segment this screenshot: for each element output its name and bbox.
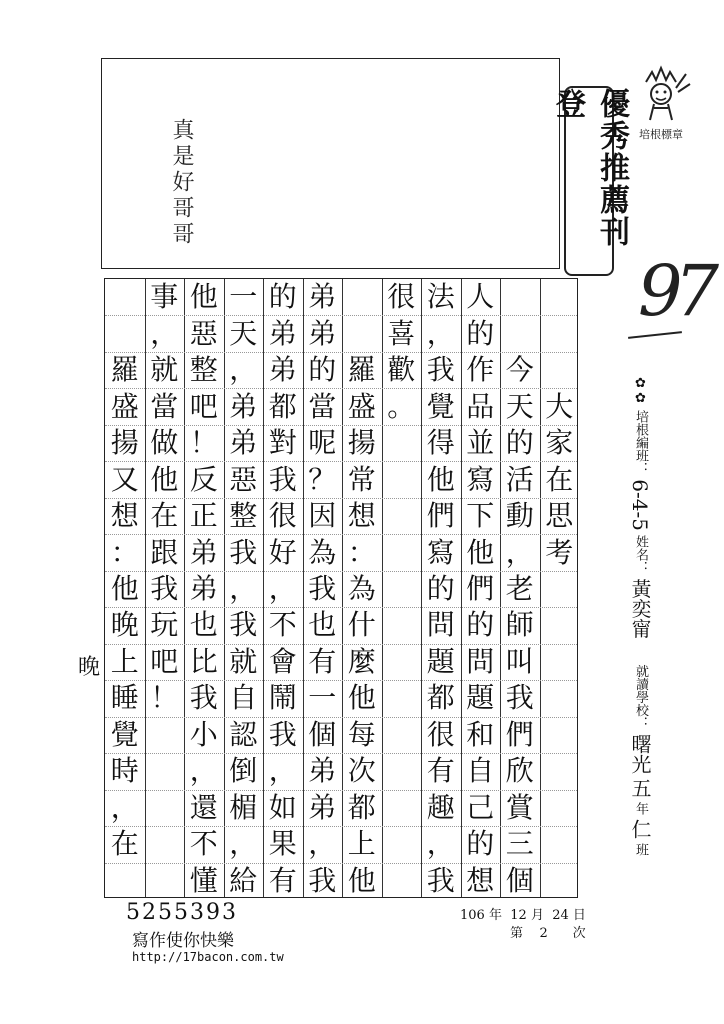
manuscript-char: 懂 xyxy=(189,863,218,897)
school-value: 曙光 xyxy=(628,733,652,774)
date-day: 24 xyxy=(552,908,569,923)
date-year: 106 xyxy=(460,908,485,923)
manuscript-char: 問 xyxy=(466,644,495,678)
manuscript-char: 他 xyxy=(426,462,455,496)
manuscript-char: 的 xyxy=(466,608,495,642)
manuscript-char: 我 xyxy=(426,863,455,897)
manuscript-char: 倒 xyxy=(229,754,258,788)
manuscript-char: 在 xyxy=(150,499,179,533)
manuscript-char: ， xyxy=(110,790,139,824)
manuscript-char: 的 xyxy=(268,280,297,314)
manuscript-char: 弟 xyxy=(308,790,337,824)
manuscript-char: 寫 xyxy=(466,462,495,496)
manuscript-char: 下 xyxy=(466,499,495,533)
manuscript-char: 也 xyxy=(308,608,337,642)
recommendation-stamp xyxy=(550,86,629,276)
manuscript-char: 在 xyxy=(110,827,139,861)
manuscript-char: 的 xyxy=(505,426,534,460)
score: 97 xyxy=(638,250,712,332)
manuscript-char: 什 xyxy=(347,608,376,642)
manuscript-char: 他 xyxy=(110,572,139,605)
manuscript-char: 我 xyxy=(268,462,297,496)
manuscript-char: 我 xyxy=(505,681,534,715)
manuscript-char: 為 xyxy=(347,572,376,605)
class-suffix: 班 xyxy=(633,843,648,857)
manuscript-char: 天 xyxy=(505,389,534,423)
manuscript-char: 師 xyxy=(505,608,534,642)
manuscript-char: 覺 xyxy=(426,389,455,423)
manuscript-char: 己 xyxy=(466,790,495,824)
manuscript-char: 上 xyxy=(347,827,376,861)
manuscript-char: ！ xyxy=(150,681,179,715)
manuscript-char: 一 xyxy=(308,681,337,715)
manuscript-char: 動 xyxy=(505,499,534,533)
manuscript-char: 事 xyxy=(150,280,179,314)
manuscript-char: 的 xyxy=(308,353,337,387)
date-year-unit: 年 xyxy=(488,908,502,923)
manuscript-char: 和 xyxy=(466,717,495,751)
manuscript-char: 我 xyxy=(268,717,297,751)
manuscript-char: 跟 xyxy=(150,535,179,569)
name-value: 黃奕甯 xyxy=(628,578,652,639)
manuscript-char: 很 xyxy=(268,499,297,533)
manuscript-char: 弟 xyxy=(189,535,218,569)
brand-url: http://17bacon.com.tw xyxy=(132,950,284,964)
teacher-comment: 真是好哥哥 xyxy=(169,118,194,248)
manuscript-char: 弟 xyxy=(189,572,218,605)
score-underline xyxy=(628,331,682,339)
manuscript-char: 老 xyxy=(505,572,534,605)
manuscript-char: 弟 xyxy=(308,280,337,314)
brand-slogan: 寫作使你快樂 xyxy=(132,931,234,951)
manuscript-char: 盛 xyxy=(110,389,139,423)
student-info xyxy=(628,376,652,857)
stars-icon: ✿✿ xyxy=(633,376,648,406)
class-value: 6-4-5 xyxy=(628,479,652,531)
manuscript-char: 想 xyxy=(347,499,376,533)
submission-order xyxy=(510,922,586,941)
manuscript-char: 不 xyxy=(189,827,218,861)
manuscript-char: 睡 xyxy=(110,681,139,715)
manuscript-char: 也 xyxy=(189,608,218,642)
manuscript-char: 一 xyxy=(229,280,258,314)
manuscript-char: 我 xyxy=(308,572,337,605)
manuscript-char: ， xyxy=(189,754,218,788)
manuscript-char: 果 xyxy=(268,827,297,861)
manuscript-char: 歡 xyxy=(387,353,416,387)
manuscript-char: 天 xyxy=(229,316,258,350)
manuscript-char: 常 xyxy=(347,462,376,496)
manuscript-char: 的 xyxy=(466,316,495,350)
order-value: 2 xyxy=(539,926,548,941)
manuscript-char: 每 xyxy=(347,717,376,751)
manuscript-char: 並 xyxy=(466,426,495,460)
manuscript-char: 時 xyxy=(110,754,139,788)
manuscript-char: 當 xyxy=(150,389,179,423)
manuscript-char: 賞 xyxy=(505,790,534,824)
class-label: 培根編班： xyxy=(633,410,648,476)
manuscript-char: 都 xyxy=(426,681,455,715)
manuscript-char: 惡 xyxy=(229,462,258,496)
manuscript-char: 弟 xyxy=(268,316,297,350)
manuscript-char: 我 xyxy=(426,353,455,387)
manuscript-char: 很 xyxy=(387,280,416,314)
manuscript-char: 弟 xyxy=(229,389,258,423)
manuscript-char: 呢 xyxy=(308,426,337,460)
manuscript-char: 家 xyxy=(545,426,574,460)
manuscript-char: 自 xyxy=(466,754,495,788)
manuscript-char: 欣 xyxy=(505,754,534,788)
manuscript-char: 上 xyxy=(110,644,139,678)
manuscript-char: ， xyxy=(308,827,337,861)
manuscript-char: 鬧 xyxy=(268,681,297,715)
manuscript-char: 做 xyxy=(150,426,179,460)
manuscript-char: 他 xyxy=(189,280,218,314)
manuscript-char: 他 xyxy=(347,681,376,715)
manuscript-char: 題 xyxy=(466,681,495,715)
manuscript-char: 都 xyxy=(347,790,376,824)
manuscript-char: 題 xyxy=(426,644,455,678)
manuscript-char: 個 xyxy=(308,717,337,751)
manuscript-char: 為 xyxy=(308,535,337,569)
manuscript-char: 有 xyxy=(426,754,455,788)
manuscript-char: 吧 xyxy=(150,644,179,678)
manuscript-char: 得 xyxy=(426,426,455,460)
manuscript-char: 的 xyxy=(426,572,455,605)
manuscript-char: 有 xyxy=(308,644,337,678)
manuscript-char: 小 xyxy=(189,717,218,751)
manuscript-char: 弟 xyxy=(308,316,337,350)
manuscript-char: ： xyxy=(347,535,376,569)
manuscript-char: 都 xyxy=(268,389,297,423)
manuscript-char: 比 xyxy=(189,644,218,678)
manuscript-char: 想 xyxy=(466,863,495,897)
logo-label: 培根標章 xyxy=(639,128,683,141)
manuscript-char: ， xyxy=(229,827,258,861)
manuscript-char: 晚 xyxy=(110,608,139,642)
grid-column-line xyxy=(540,279,541,897)
brand-number: 5255393 xyxy=(126,900,238,925)
manuscript-char: 。 xyxy=(387,389,416,423)
manuscript-char: 楣 xyxy=(229,790,258,824)
manuscript-char: 揚 xyxy=(347,426,376,460)
manuscript-char: 會 xyxy=(268,644,297,678)
manuscript-char: 玩 xyxy=(150,608,179,642)
bacon-mascot-icon xyxy=(626,58,696,128)
manuscript-char: 給 xyxy=(229,863,258,897)
manuscript-char: 就 xyxy=(150,353,179,387)
manuscript-char: 有 xyxy=(268,863,297,897)
manuscript-char: 他 xyxy=(466,535,495,569)
manuscript-char: ， xyxy=(426,827,455,861)
manuscript-char: 羅 xyxy=(110,353,139,387)
manuscript-char: 因 xyxy=(308,499,337,533)
manuscript-char: 他 xyxy=(150,462,179,496)
manuscript-char: 考 xyxy=(545,535,574,569)
manuscript-char: 很 xyxy=(426,717,455,751)
manuscript-char: 弟 xyxy=(229,426,258,460)
manuscript-char: 如 xyxy=(268,790,297,824)
manuscript-char: 好 xyxy=(268,535,297,569)
manuscript-char: 個 xyxy=(505,863,534,897)
manuscript-char: 整 xyxy=(189,353,218,387)
manuscript-char: 我 xyxy=(229,608,258,642)
manuscript-char: ， xyxy=(505,535,534,569)
manuscript-char: 大 xyxy=(545,389,574,423)
manuscript-char: 盛 xyxy=(347,389,376,423)
manuscript-char: ： xyxy=(110,535,139,569)
manuscript-char: ， xyxy=(229,353,258,387)
class-name: 仁 xyxy=(628,819,652,840)
manuscript-char: 他 xyxy=(347,863,376,897)
manuscript-char: 活 xyxy=(505,462,534,496)
stamp-text: 優秀推薦刊登 xyxy=(550,88,629,248)
manuscript-char: ！ xyxy=(189,426,218,460)
date-month: 12 xyxy=(510,908,527,923)
manuscript-char: 叫 xyxy=(505,644,534,678)
manuscript-char: 就 xyxy=(229,644,258,678)
manuscript-char: 三 xyxy=(505,827,534,861)
manuscript-char: 惡 xyxy=(189,316,218,350)
manuscript-char: 們 xyxy=(426,499,455,533)
manuscript-char: 問 xyxy=(426,608,455,642)
manuscript-char: 們 xyxy=(466,572,495,605)
manuscript-char: 對 xyxy=(268,426,297,460)
manuscript-char: ， xyxy=(229,572,258,605)
manuscript-char: 自 xyxy=(229,681,258,715)
manuscript-char: 吧 xyxy=(189,389,218,423)
manuscript-char: 揚 xyxy=(110,426,139,460)
date-month-unit: 月 xyxy=(530,908,544,923)
order-prefix: 第 xyxy=(510,926,524,941)
manuscript-char: 思 xyxy=(545,499,574,533)
manuscript-char: ， xyxy=(268,572,297,605)
manuscript-char: ， xyxy=(426,316,455,350)
name-label: 姓名： xyxy=(633,535,648,575)
manuscript-char: 不 xyxy=(268,608,297,642)
manuscript-grid xyxy=(104,278,578,898)
manuscript-char: 們 xyxy=(505,717,534,751)
manuscript-char: 反 xyxy=(189,462,218,496)
manuscript-char: ？ xyxy=(308,462,337,496)
manuscript-char: 羅 xyxy=(347,353,376,387)
school-label: 就讀學校： xyxy=(633,664,648,730)
date xyxy=(460,904,586,923)
manuscript-char: ， xyxy=(150,316,179,350)
manuscript-char: 作 xyxy=(466,353,495,387)
manuscript-char: 我 xyxy=(308,863,337,897)
manuscript-char: 弟 xyxy=(308,754,337,788)
manuscript-char: 的 xyxy=(466,827,495,861)
manuscript-char: 趣 xyxy=(426,790,455,824)
manuscript-char: 想 xyxy=(110,499,139,533)
manuscript-char: 品 xyxy=(466,389,495,423)
manuscript-char: 在 xyxy=(545,462,574,496)
manuscript-char: 人 xyxy=(466,280,495,314)
manuscript-char: 整 xyxy=(229,499,258,533)
manuscript-char: 次 xyxy=(347,754,376,788)
manuscript-char: 還 xyxy=(189,790,218,824)
manuscript-char: 喜 xyxy=(387,316,416,350)
manuscript-char: 寫 xyxy=(426,535,455,569)
grade-value: 五 xyxy=(628,777,652,798)
grade-label: 年 xyxy=(633,801,648,815)
manuscript-char: 又 xyxy=(110,462,139,496)
manuscript-char: 當 xyxy=(308,389,337,423)
manuscript-char: 覺 xyxy=(110,717,139,751)
order-suffix: 次 xyxy=(572,926,586,941)
manuscript-char: 弟 xyxy=(268,353,297,387)
manuscript-char: 法 xyxy=(426,280,455,314)
manuscript-char: 我 xyxy=(189,681,218,715)
date-day-unit: 日 xyxy=(572,908,586,923)
manuscript-char: 我 xyxy=(229,535,258,569)
manuscript-char: 麼 xyxy=(347,644,376,678)
manuscript-char: 我 xyxy=(150,572,179,605)
manuscript-char: 今 xyxy=(505,353,534,387)
margin-correction: 晚 xyxy=(78,655,101,680)
manuscript-char: 正 xyxy=(189,499,218,533)
manuscript-char: 認 xyxy=(229,717,258,751)
manuscript-char: ， xyxy=(268,754,297,788)
